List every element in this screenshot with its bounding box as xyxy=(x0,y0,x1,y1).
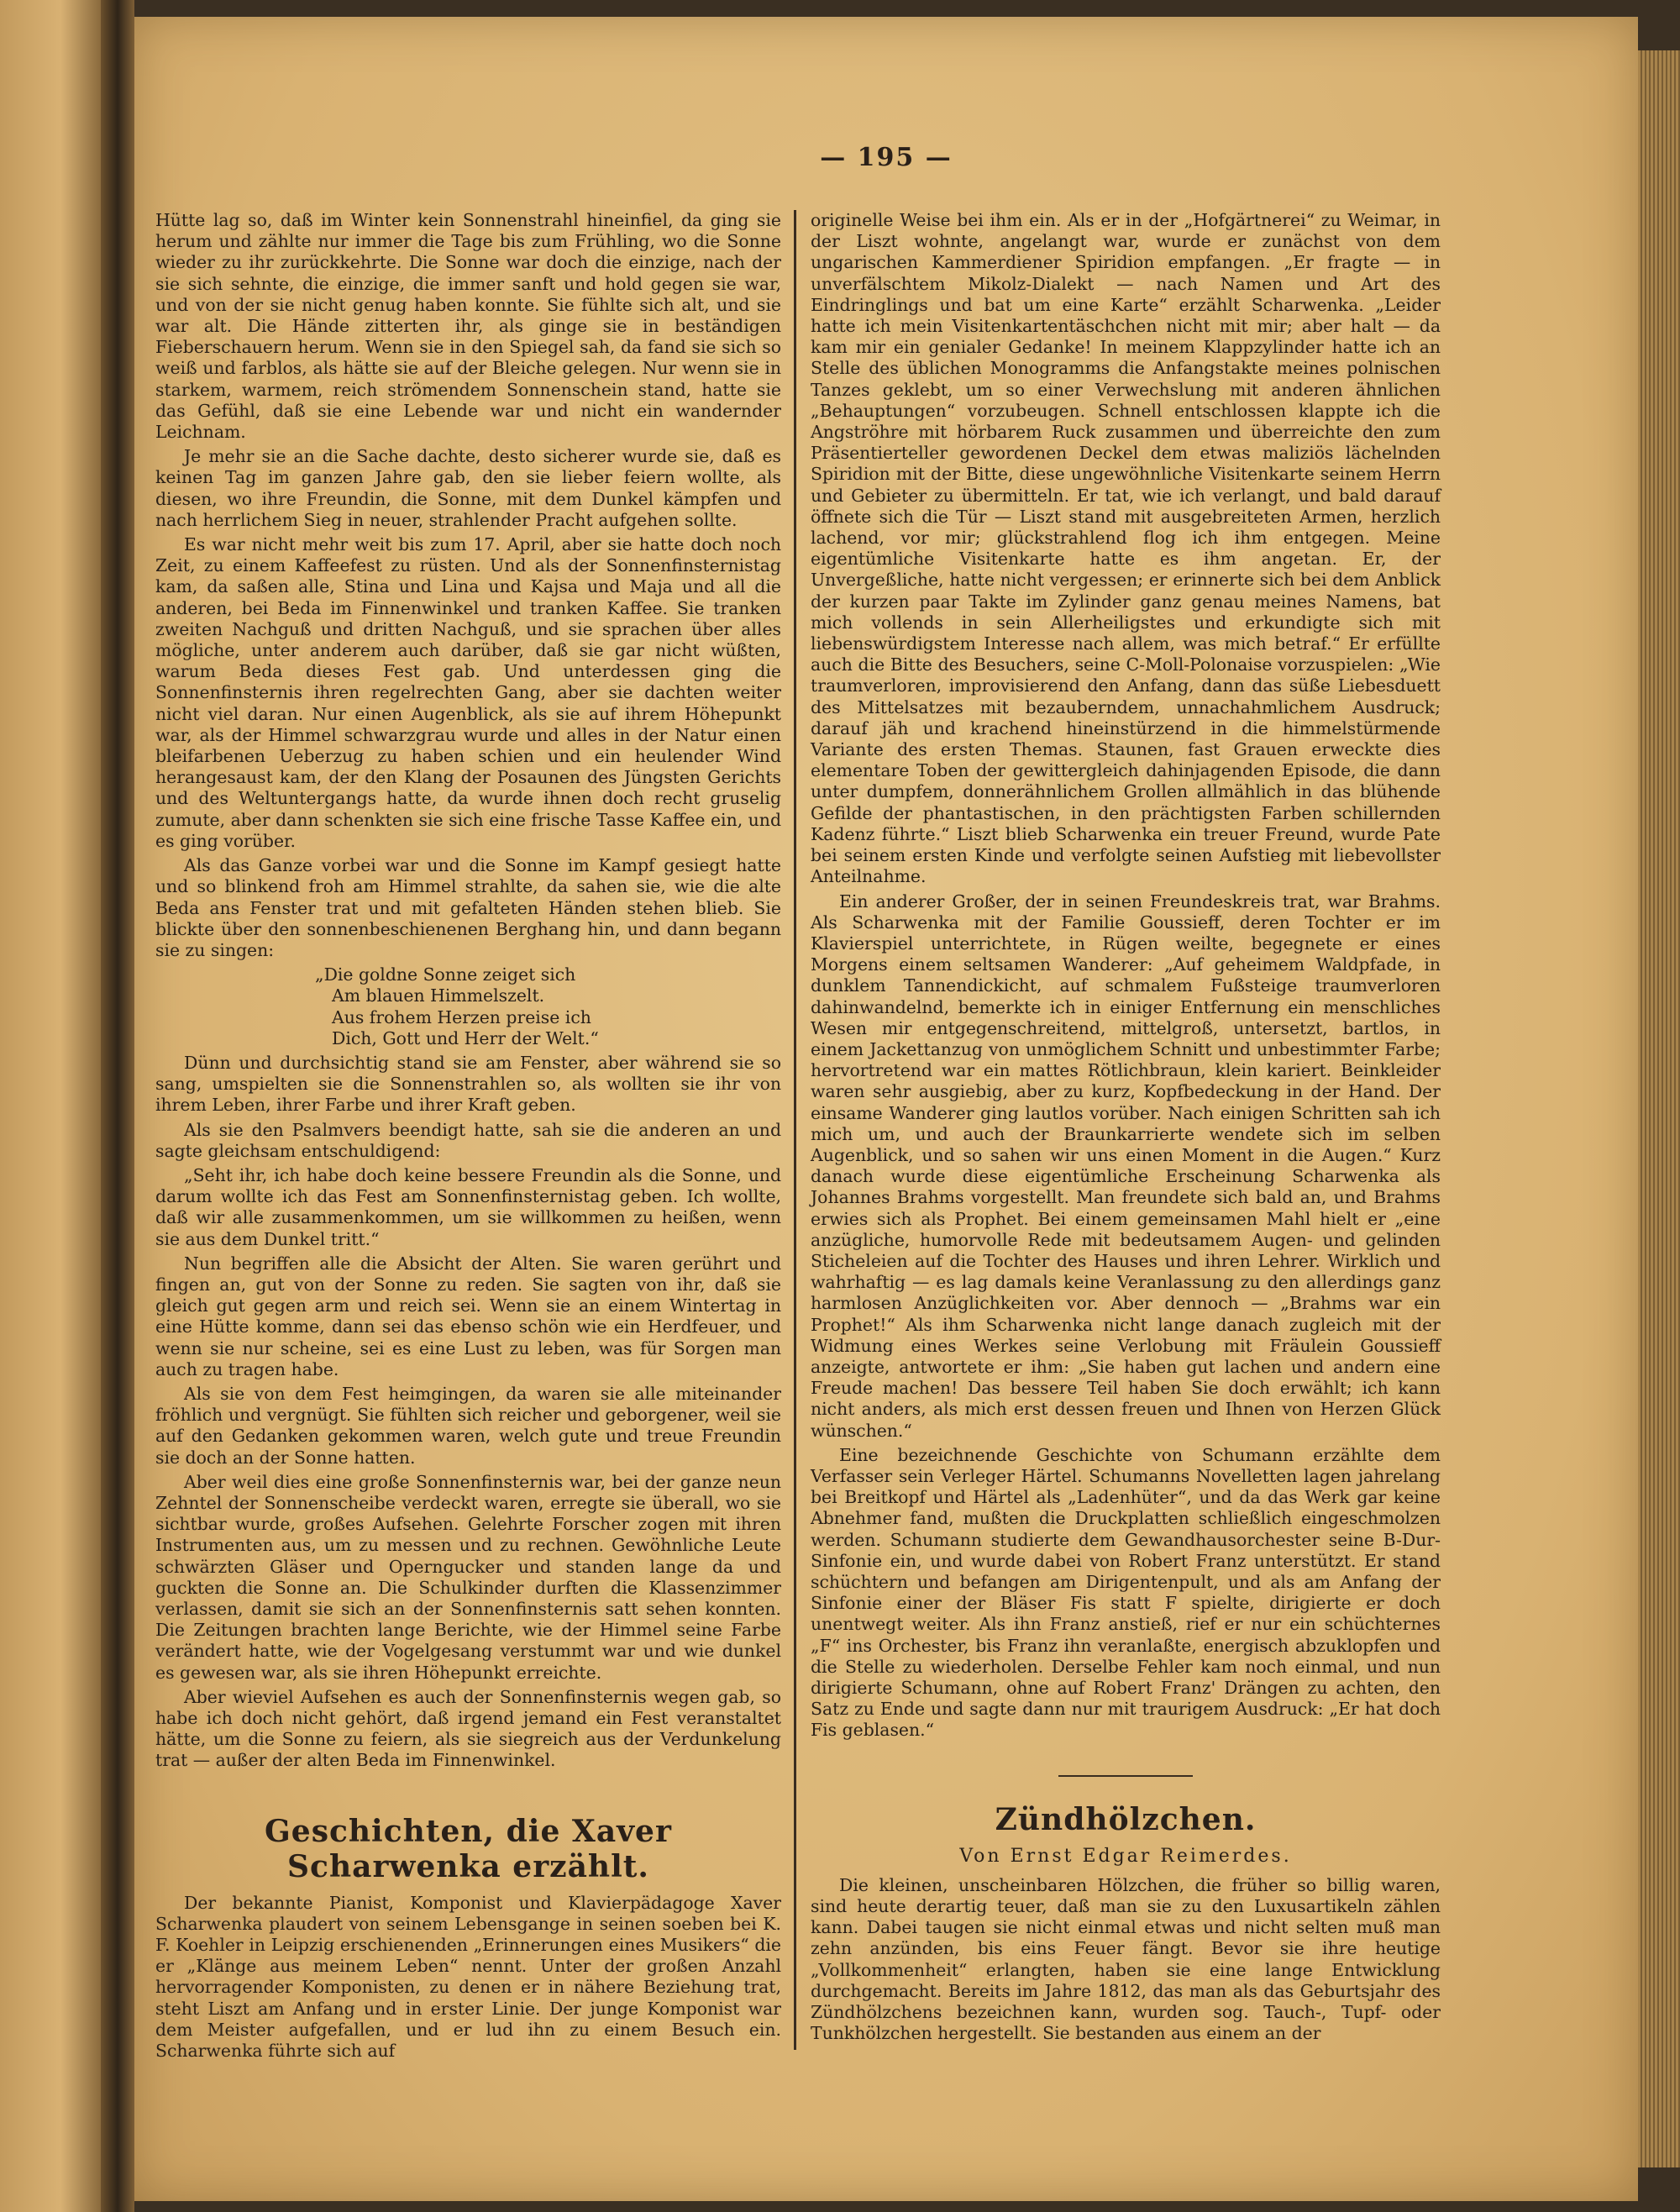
section-rule xyxy=(1058,1775,1193,1777)
paragraph: Je mehr sie an die Sache dachte, desto sicherer wurde sie, daß es keinen Tag im ganzen Jahre gab, den sie lieber feiern wollte, als diesen, wo ihre Freundin, die Sonne, mit dem Dunkel kämpfen und nach herrlichem Sieg in neuer, strahlender Pracht aufgehen sollte. xyxy=(155,446,781,530)
right-column xyxy=(811,210,1441,2047)
paragraph: Nun begriffen alle die Absicht der Alten. Sie waren gerührt und fingen an, gut von der Sonne zu reden. Sie sagten von ihr, daß sie gleich gut gegen arm und reich sei. Wenn sie an einem Wintertag in eine Hütte komme, dann sei das ebenso schön wie ein Herdfeuer, und wenn sie nur scheine, sei es eine Lust zu leben, was für Sorgen man auch zu tragen habe. xyxy=(155,1253,781,1379)
poem-line: Dich, Gott und Herr der Welt.“ xyxy=(332,1027,599,1048)
paragraph: Als sie von dem Fest heimgingen, da waren sie alle miteinander fröhlich und vergnügt. Sie fühlten sich reicher und geborgener, weil sie auf den Gedanken gekommen waren, welch gute und treue Freundin sie doch an der Sonne hatten. xyxy=(155,1383,781,1468)
paragraph: originelle Weise bei ihm ein. Als er in der „Hofgärtnerei“ zu Weimar, in der Liszt wohnte, angelangt war, wurde er zunächst von dem ungarischen Kammerdiener Spiridion empfangen. „Er fragte — in unverfälschtem Mikolz-Dialekt — nach Namen und Art des Eindringlings und bat um eine Karte“ erzählt Scharwenka. „Leider hatte ich mein Visitenkartentäschchen nicht mit mir; aber halt — da kam mir ein genialer Gedanke! In meinem Klappzylinder hatte ich an Stelle des üblichen Monogramms die Anfangstakte meines polnischen Tanzes geklebt, um so einer Verwechslung mit anderen ähnlichen „Behauptungen“ vorzubeugen. Schnell entschlossen klappte ich die Angströhre mit hörbarem Ruck zusammen und überreichte den zum Präsentierteller gewordenen Deckel dem etwas maliziös lächelnden Spiridion mit der Bitte, diese ungewöhnliche Visitenkarte seinem Herrn und Gebieter zu übermitteln. Er tat, wie ich verlangt, und bald darauf öffnete sich die Tür — Liszt stand mit ausgebreiteten Armen, herzlich lachend, vor mir; glückstrahlend flog ich ihm entgegen. Meine eigentümliche Visitenkarte hatte es ihm angetan. Er, der Unvergeßliche, hatte nicht vergessen; er erinnerte sich bei dem Anblick der kurzen paar Takte im Zylinder ganz genau meines Namens, bat mich vollends in sein Allerheiligstes und erkundigte sich mit liebenswürdigstem Interesse nach allem, was mich betraf.“ Er erfüllte auch die Bitte des Besuchers, seine C-Moll-Polonaise vorzuspielen: „Wie traumverloren, improvisierend den Anfang, dann das süße Liebesduett des Mittelsatzes mit bezauberndem, unnachahmlichem Ausdruck; darauf jäh und krachend hineinstürzend in die himmelstürmende Variante des ersten Themas. Staunen, fast Grauen erweckte dies elementare Toben der gewittergleich dahinjagenden Episode, die dann unter dumpfem, donnerähnlichem Grollen allmählich in das blühende Gefilde der phantastischen, in den prächtigsten Farben schillernden Kadenz führte.“ Liszt blieb Scharwenka ein treuer Freund, wurde Pate bei seinem ersten Kinde und verfolgte seinen Aufstieg mit liebevollster Anteilnahme. xyxy=(811,210,1441,887)
paragraph: Der bekannte Pianist, Komponist und Klavierpädagoge Xaver Scharwenka plaudert von seinem Lebensgange in seinen soeben bei K. F. Koehler in Leipzig erschienenden „Erinnerungen eines Musikers“ die er „Klänge aus meinem Leben“ nennt. Unter der großen Anzahl hervorragender Komponisten, zu denen er in nähere Beziehung trat, steht Liszt am Anfang und in erster Linie. Der junge Komponist war dem Meister aufgefallen, und er lud ihn zu einem Besuch ein. Scharwenka führte sich auf xyxy=(155,1892,781,2062)
book-left-page-edge xyxy=(0,0,101,2212)
poem xyxy=(315,964,781,1049)
newspaper-page xyxy=(134,17,1638,2201)
byline: Von Ernst Edgar Reimerdes. xyxy=(959,1845,1292,1867)
book-page-stack-edge xyxy=(1638,50,1680,2167)
paragraph: Es war nicht mehr weit bis zum 17. April, aber sie hatte doch noch Zeit, zu einem Kaffeefest zu rüsten. Und als der Sonnenfinsternistag kam, da saßen alle, Stina und Lina und Kajsa und Maja und all die anderen, bei Beda im Finnenwinkel und tranken Kaffee. Sie tranken zweiten Nachguß und dritten Nachguß, und sie sprachen über alles mögliche, unter anderem auch darüber, daß sie gar nicht wüßten, warum Beda dieses Fest gab. Und unterdessen ging die Sonnenfinsternis ihren regelrechten Gang, aber sie dachten weiter nicht viel daran. Nur einen Augenblick, als sie auf ihrem Höhepunkt war, als der Himmel schwarzgrau wurde und alles in der Natur einen bleifarbenen Ueberzug zu haben schien und ein heulender Wind herangesaust kam, der den Klang der Posaunen des Jüngsten Gerichts und des Weltuntergangs hatte, da wurde ihnen doch recht gruselig zumute, aber dann schenkten sie sich eine frische Tasse Kaffee ein, und es ging vorüber. xyxy=(155,534,781,851)
paragraph: „Seht ihr, ich habe doch keine bessere Freundin als die Sonne, und darum wollte ich das Fest am Sonnenfinsternistag geben. Ich wollte, daß wir alle zusammenkommen, um sie willkommen zu heißen, wenn sie aus dem Dunkel tritt.“ xyxy=(155,1164,781,1249)
paragraph: Als das Ganze vorbei war und die Sonne im Kampf gesiegt hatte und so blinkend froh am Himmel strahlte, da sahen sie, wie die alte Beda ans Fenster trat und mit gefalteten Händen stehen blieb. Sie blickte über den sonnenbeschienenen Berghang hin, und dann begann sie zu singen: xyxy=(155,855,781,960)
paragraph: Aber wieviel Aufsehen es auch der Sonnenfinsternis wegen gab, so habe ich doch nicht gehört, daß irgend jemand ein Fest veranstaltet hätte, um die Sonne zu feiern, als sie siegreich aus der Verdunkelung trat — außer der alten Beda im Finnenwinkel. xyxy=(155,1686,781,1771)
poem-line: Aus frohem Herzen preise ich xyxy=(332,1006,591,1027)
paragraph: Die kleinen, unscheinbaren Hölzchen, die früher so billig waren, sind heute derartig teuer, daß man sie zu den Luxusartikeln zählen kann. Dabei taugen sie nicht einmal etwas und nicht selten muß man zehn anzünden, bis eins Feuer fängt. Bevor sie ihre heutige „Vollkommenheit“ erlangten, haben sie eine lange Entwicklung durchgemacht. Bereits im Jahre 1812, das man als das Geburtsjahr des Zündhölzchens bezeichnen kann, wurden sog. Tauch-, Tupf- oder Tunkhölzchen hergestellt. Sie bestanden aus einem an der xyxy=(811,1874,1441,2044)
poem-line: „Die goldne Sonne zeiget sich xyxy=(315,964,576,985)
book-gutter xyxy=(101,0,134,2212)
article-title-scharwenka: Geschichten, die Xaver Scharwenka erzählt. xyxy=(265,1813,672,1884)
paragraph: Als sie den Psalmvers beendigt hatte, sah sie die anderen an und sagte gleichsam entschuldigend: xyxy=(155,1119,781,1161)
left-column xyxy=(155,210,781,2065)
page-number: — 195 — xyxy=(820,143,953,172)
paragraph: Dünn und durchsichtig stand sie am Fenster, aber während sie so sang, umspielten sie die Sonnenstrahlen so, als wollten sie ihr von ihrem Leben, ihrer Farbe und ihrer Kraft geben. xyxy=(155,1052,781,1116)
poem-line: Am blauen Himmelszelt. xyxy=(332,985,545,1006)
article-title-zuendhoelzchen: Zündhölzchen. xyxy=(995,1801,1257,1837)
paragraph: Eine bezeichnende Geschichte von Schumann erzählte dem Verfasser sein Verleger Härtel. Schumanns Novelletten lagen jahrelang bei Breitkopf und Härtel als „Ladenhüter“, und da das Werk gar keine Abnehmer fand, mußten die Druckplatten schließlich eingeschmolzen werden. Schumann studierte dem Gewandhausorchester seine B-Dur-Sinfonie ein, und wurde dabei von Robert Franz unterstützt. Er stand schüchtern und befangen am Dirigentenpult, und als am Anfang der Sinfonie einer der Bläser Fis statt F spielte, dirigierte er doch unentwegt weiter. Als ihn Franz anstieß, rief er nur ein schüchternes „F“ ins Orchester, bis Franz ihn veranlaßte, energisch abzuklopfen und die Stelle zu wiederholen. Derselbe Fehler kam noch einmal, und nun dirigierte Schumann, ohne auf Robert Franz' Drängen zu achten, den Satz zu Ende und sagte dann nur mit traurigem Ausdruck: „Er hat doch Fis geblasen.“ xyxy=(811,1444,1441,1741)
paragraph: Hütte lag so, daß im Winter kein Sonnenstrahl hineinfiel, da ging sie herum und zählte nur immer die Tage bis zum Frühling, wo die Sonne wieder zu ihr zurückkehrte. Die Sonne war doch die einzige, nach der sie sich sehnte, die einzige, die immer sanft und hold gegen sie war, und von der sie nicht genug haben konnte. Sie fühlte sich alt, und sie war alt. Die Hände zitterten ihr, als ginge sie in beständigen Fieberschauern herum. Wenn sie in den Spiegel sah, da fand sie sich so weiß und farblos, als hätte sie auf der Bleiche gelegen. Nur wenn sie in starkem, warmem, reich strömendem Sonnenschein stand, hatte sie das Gefühl, daß sie eine Lebende war und nicht ein wandernder Leichnam. xyxy=(155,210,781,443)
paragraph: Ein anderer Großer, der in seinen Freundeskreis trat, war Brahms. Als Scharwenka mit der Familie Goussieff, deren Tochter er im Klavierspiel unterrichtete, in Rügen weilte, begegnete er eines Morgens einem seltsamen Wanderer: „Auf geheimem Waldpfade, in dunklem Tannendickicht, auf schmalem Fußsteige traumverloren dahinwandelnd, bemerkte ich in einiger Entfernung ein menschliches Wesen mir entgegenschreitend, mittelgroß, untersetzt, bartlos, in einem Jackettanzug von unmöglichem Schnitt und unbestimmter Farbe; hervortretend war ein mattes Rötlichbraun, klein kariert. Beinkleider waren sehr ausgiebig, aber zu kurz, Kopfbedeckung in der Hand. Der einsame Wanderer ging lautlos vorüber. Nach einigen Schritten sah ich mich um, und auch der Braunkarrierte wendete sich im selben Augenblick, und so sahen wir uns einen Moment in die Augen.“ Kurz danach wurde diese eigentümliche Erscheinung Scharwenka als Johannes Brahms vorgestellt. Man freundete sich bald an, und Brahms erwies sich als Prophet. Bei einem gemeinsamen Mahl hielt er „eine anzügliche, humorvolle Rede mit bedeutsamem Augen- und gelinden Sticheleien auf die Tochter des Hauses und ihren Lehrer. Wirklich und wahrhaftig — es lag damals keine Veranlassung zu den allerdings ganz harmlosen Anzüglichkeiten vor. Aber dennoch — „Brahms war ein Prophet!“ Als ihm Scharwenka nicht lange danach zugleich mit der Widmung eines Werkes seine Verlobung mit Fräulein Goussieff anzeigte, antwortete er ihm: „Sie haben gut lachen und andern eine Freude machen! Das bessere Teil haben Sie doch erwählt; ich kann nicht anders, als mich erst dessen freuen und Ihnen von Herzen Glück wünschen.“ xyxy=(811,891,1441,1441)
column-divider xyxy=(794,210,796,2050)
paragraph: Aber weil dies eine große Sonnenfinsternis war, bei der ganze neun Zehntel der Sonnenscheibe verdeckt waren, erregte sie überall, wo sie sichtbar wurde, großes Aufsehen. Gelehrte Forscher zogen mit ihren Instrumenten aus, um zu messen und zu rechnen. Gewöhnliche Leute schwärzten Gläser und Operngucker und standen lange da und guckten die Sonne an. Die Schulkinder durften die Klassenzimmer verlassen, damit sie sich an der Sonnenfinsternis satt sehen konnten. Die Zeitungen brachten lange Berichte, wie der Himmel seine Farbe verändert hatte, wie der Vogelgesang verstummt war und wie dunkel es gewesen war, als sie ihren Höhepunkt erreichte. xyxy=(155,1471,781,1683)
